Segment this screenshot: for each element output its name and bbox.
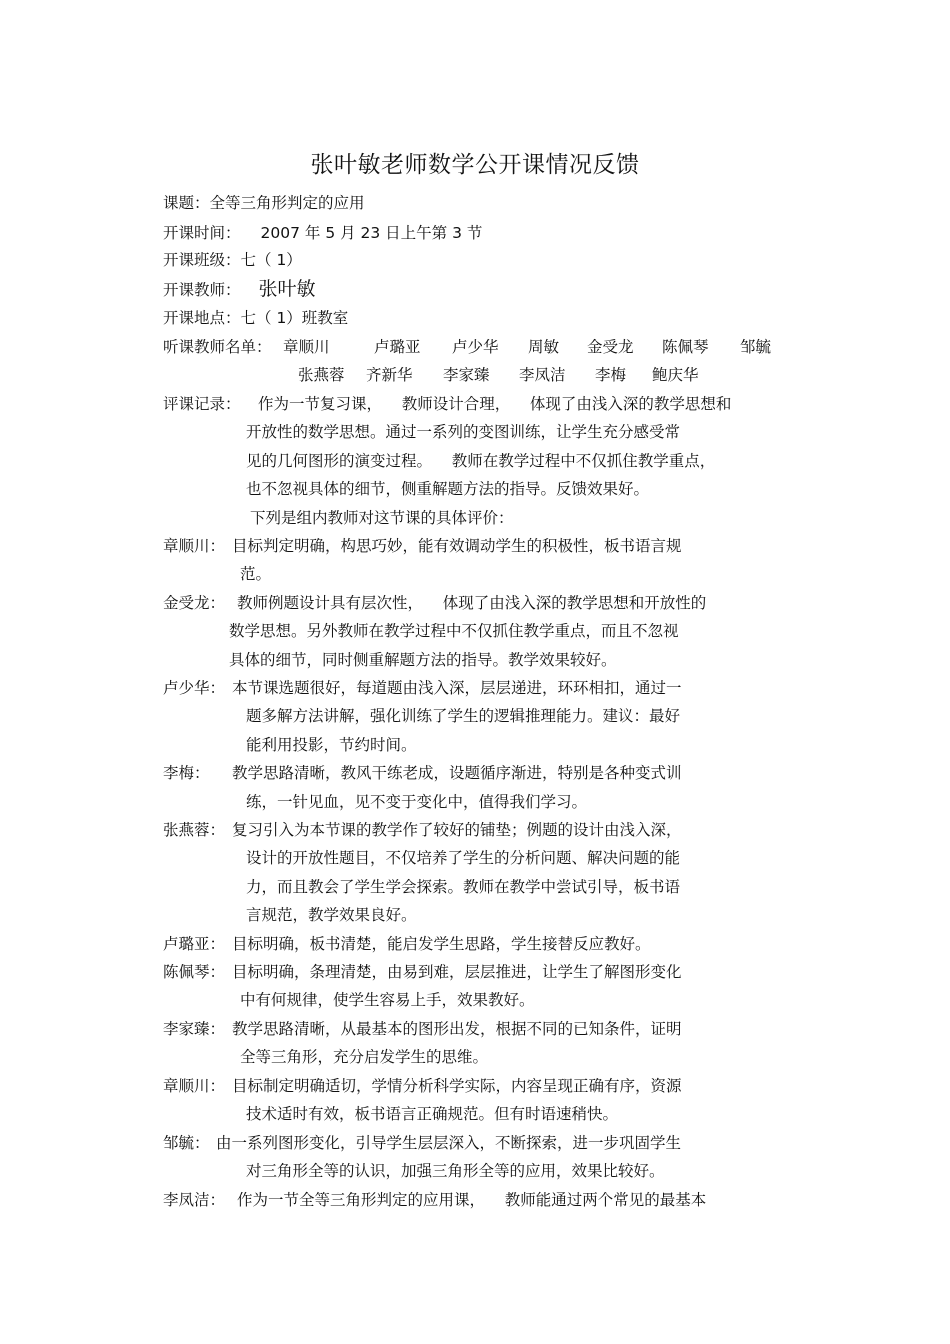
place-line [163, 308, 348, 328]
comment-name: 李梅： [163, 764, 210, 782]
comment-line: 能利用投影，节约时间。 [246, 736, 417, 754]
comment-line: 中有何规律，使学生容易上手，效果教好。 [240, 991, 535, 1009]
time-line [163, 223, 482, 243]
comment-line: 范。 [240, 565, 272, 583]
topic-label: 课题： [163, 194, 210, 212]
comment-name: 卢璐亚： [163, 935, 226, 953]
listener-name: 邹毓 [740, 338, 772, 356]
comment-name: 章顺川： [163, 1077, 226, 1095]
record-label: 评课记录： [163, 395, 241, 413]
record-line: 下列是组内教师对这节课的具体评价： [250, 509, 514, 527]
comment-line: 教学思路清晰，从最基本的图形出发，根据不同的已知条件，证明 [232, 1020, 682, 1038]
topic-value: 全等三角形判定的应用 [209, 194, 365, 212]
comment-line: 具体的细节，同时侧重解题方法的指导。教学效果较好。 [229, 651, 617, 669]
comment-name: 章顺川： [163, 537, 226, 555]
comment-line: 全等三角形，充分启发学生的思维。 [240, 1048, 489, 1066]
teacher-line [163, 279, 316, 300]
record-line: 见的几何图形的演变过程。 教师在教学过程中不仅抓住教学重点， [246, 452, 716, 470]
comment-line: 设计的开放性题目，不仅培养了学生的分析问题、解决问题的能 [246, 849, 681, 867]
comment-line: 目标判定明确，构思巧妙，能有效调动学生的积极性，板书语言规 [232, 537, 682, 555]
topic-line [163, 193, 365, 213]
comment-line: 本节课选题很好，每道题由浅入深，层层递进，环环相扣，通过一 [232, 679, 682, 697]
comment-line: 教师例题设计具有层次性， 体现了由浅入深的教学思想和开放性的 [237, 594, 707, 612]
page-title: 张叶敏老师数学公开课情况反馈 [310, 152, 640, 178]
comment-line: 复习引入为本节课的教学作了较好的铺垫；例题的设计由浅入深， [232, 821, 682, 839]
listener-name: 卢璐亚 [374, 338, 421, 356]
listener-name: 章顺川 [283, 338, 330, 356]
comment-name: 李家臻： [163, 1020, 226, 1038]
comment-line: 题多解方法讲解，强化训练了学生的逻辑推理能力。建议：最好 [246, 707, 681, 725]
listener-name: 金受龙 [587, 338, 634, 356]
class-line [163, 250, 302, 270]
place-label: 开课地点： [163, 309, 241, 327]
teacher-value: 张叶敏 [258, 278, 316, 300]
listener-name: 陈佩琴 [662, 338, 709, 356]
listener-name: 卢少华 [452, 338, 499, 356]
comment-name: 李凤洁： [163, 1191, 226, 1209]
time-label: 开课时间： [163, 224, 241, 242]
comment-line: 对三角形全等的认识，加强三角形全等的应用，效果比较好。 [246, 1162, 665, 1180]
comment-line: 言规范，教学效果良好。 [246, 906, 417, 924]
comment-line: 数学思想。另外教师在教学过程中不仅抓住教学重点，而且不忽视 [229, 622, 679, 640]
comment-line: 练，一针见血，见不变于变化中，值得我们学习。 [246, 793, 588, 811]
class-label: 开课班级： [163, 251, 241, 269]
comment-line: 教学思路清晰，教风干练老成，设题循序渐进，特别是各种变式训 [232, 764, 682, 782]
comment-line: 作为一节全等三角形判定的应用课， 教师能通过两个常见的最基本 [237, 1191, 707, 1209]
comment-name: 陈佩琴： [163, 963, 226, 981]
record-line: 也不忽视具体的细节，侧重解题方法的指导。反馈效果好。 [246, 480, 650, 498]
comment-line: 力，而且教会了学生学会探索。教师在教学中尝试引导，板书语 [246, 878, 681, 896]
comment-line: 由一系列图形变化，引导学生层层深入，不断探索，进一步巩固学生 [216, 1134, 682, 1152]
comment-name: 张燕蓉： [163, 821, 226, 839]
comment-line: 目标制定明确适切，学情分析科学实际，内容呈现正确有序，资源 [232, 1077, 682, 1095]
listener-name: 周敏 [528, 338, 560, 356]
listeners-label: 听课教师名单： [163, 338, 272, 356]
comment-name: 金受龙： [163, 594, 226, 612]
comment-line: 技术适时有效，板书语言正确规范。但有时语速稍快。 [246, 1105, 619, 1123]
time-value: 2007 年 5 月 23 日上午第 3 节 [260, 224, 483, 242]
class-value: 七（ 1） [240, 251, 302, 269]
listener-name: 鲍庆华 [652, 366, 699, 384]
comment-name: 邹毓： [163, 1134, 210, 1152]
comment-line: 目标明确，板书清楚，能启发学生思路，学生接替反应教好。 [232, 935, 651, 953]
comment-name: 卢少华： [163, 679, 226, 697]
teacher-label: 开课教师： [163, 281, 241, 299]
listener-name: 李凤洁 [519, 366, 566, 384]
listener-name: 李梅 [595, 366, 627, 384]
record-line: 作为一节复习课， 教师设计合理， 体现了由浅入深的教学思想和 [258, 395, 732, 413]
listener-name: 张燕蓉 [298, 366, 345, 384]
record-line: 开放性的数学思想。通过一系列的变图训练，让学生充分感受常 [246, 423, 681, 441]
comment-line: 目标明确，条理清楚，由易到难，层层推进，让学生了解图形变化 [232, 963, 682, 981]
listener-name: 李家臻 [443, 366, 490, 384]
listener-name: 齐新华 [366, 366, 413, 384]
place-value: 七（ 1）班教室 [240, 309, 349, 327]
